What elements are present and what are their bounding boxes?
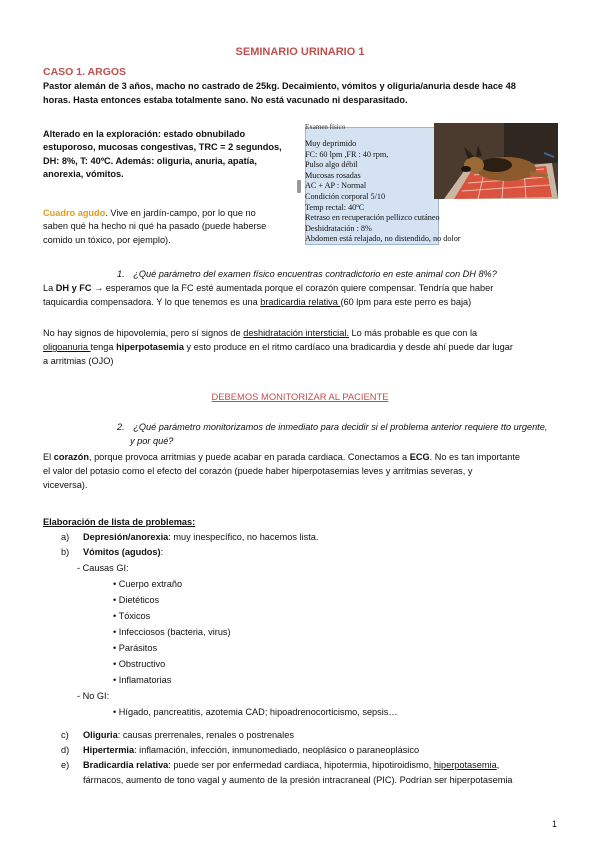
gi-item: • Inflamatorias [113, 675, 172, 685]
answer-text: , porque provoca arritmias y puede acabar en parada cardiaca. Conectamos a [88, 452, 410, 462]
page-title: SEMINARIO URINARIO 1 [235, 46, 365, 58]
exploration-line: DH: 8%, T: 40ºC. Además: oliguria, anuria, apatía, [43, 155, 257, 166]
problem-b-text [83, 546, 163, 559]
answer-1-line-1 [43, 282, 558, 295]
list-text: : puede ser por enfermedad cardiaca, hipotermia, hipotiroidismo, [168, 760, 434, 770]
para-text: No hay signos de hipovolemia, pero sí signos de [43, 328, 244, 338]
page-number: 1 [551, 819, 557, 829]
para-underline: deshidratación intersticial. [243, 328, 349, 338]
list-underline: hiperpotasemia [433, 760, 497, 770]
answer-text: → esperamos que la FC esté aumentada porque el corazón quiere compensar. Tendría que haber [91, 283, 494, 293]
para-text: tenga [90, 342, 117, 352]
gi-item: • Cuerpo extraño [113, 579, 183, 589]
exam-line: Retraso en recuperación pellizco cutáneo [305, 213, 440, 223]
exam-line: Temp rectal: 40ºC [305, 202, 365, 212]
exam-line: Deshidratación : 8% [305, 223, 372, 233]
acute-block [43, 207, 293, 247]
exam-line: Abdomen está relajado, no distendido, no dolor [305, 234, 461, 244]
answer-text: . No es tan importante [429, 452, 521, 462]
gi-item: • Infecciosos (bacteria, virus) [113, 627, 231, 637]
problem-c-text [83, 729, 294, 742]
para-2-line-2 [43, 341, 558, 354]
problem-d-text [83, 744, 419, 757]
acute-label: Cuadro agudo [43, 208, 106, 218]
exploration-block [43, 128, 293, 181]
para-underline: oligoanuria [43, 342, 91, 352]
monitor-heading: DEBEMOS MONITORIZAR AL PACIENTE [211, 391, 389, 402]
gi-item: • Tóxicos [113, 611, 151, 621]
list-text: , [496, 760, 500, 770]
no-gi-item: • Hígado, pancreatitis, azotemia CAD; hipoadrenocorticismo, sepsis… [113, 707, 398, 717]
answer-text: El [43, 452, 54, 462]
answer-bold: ECG [409, 452, 430, 462]
list-letter: a) [61, 532, 70, 542]
exploration-line: anorexia, vómitos. [43, 169, 124, 180]
answer-2-line-1 [43, 451, 558, 464]
answer-1-line-2 [43, 296, 558, 309]
card-resize-handle [297, 180, 301, 193]
gi-item: • Obstructivo [113, 659, 166, 669]
question-2 [117, 421, 547, 434]
exam-card-label: Examen físico [305, 123, 346, 131]
answer-text: taquicardia compensadora. Y lo que tenemos es una [43, 297, 261, 307]
acute-line: comido un tóxico, por ejemplo). [43, 234, 171, 245]
problem-d: d) [61, 745, 70, 755]
question-number: 2. [117, 422, 125, 432]
list-bold: Hipertermia [83, 745, 135, 755]
acute-line: saben qué ha hecho ni qué ha pasado (puede haberse [43, 221, 267, 232]
question-text: ¿Qué parámetro del examen físico encuentras contradictorio en este animal con DH 8%? [133, 269, 497, 279]
answer-2-line-2: el valor del potasio como el efecto del corazón (puede haber hiperpotasemias leves y arritmias severas, y [43, 466, 473, 476]
answer-2-line-3: viceversa). [43, 480, 88, 490]
exam-line: FC: 60 lpm ,FR : 40 rpm, [305, 149, 389, 159]
exam-card-lines [305, 139, 555, 245]
para-text: Lo más probable es que con la [348, 328, 478, 338]
acute-text: . Vive en jardín-campo, por lo que no [105, 208, 256, 218]
list-text: : [160, 547, 164, 557]
exam-line: AC + AP : Normal [305, 181, 367, 191]
exploration-line: Alterado en la exploración: estado obnubilado [43, 129, 246, 139]
list-bold: Oliguria [83, 730, 118, 740]
answer-bold: DH y FC [55, 283, 92, 293]
list-bold: Vómitos (agudos) [83, 547, 161, 557]
problem-e-line-2: fármacos, aumento de tono vagal y aumento de la presión intracraneal (PIC). Podrían ser hiperpotasemia [83, 775, 513, 785]
answer-underline: bradicardia relativa [260, 297, 341, 307]
exam-line: Muy deprimido [305, 139, 357, 148]
answer-text: La [43, 283, 56, 293]
problems-heading: Elaboración de lista de problemas: [43, 517, 196, 527]
case-heading: CASO 1. ARGOS [43, 66, 127, 78]
intro-line-1: Pastor alemán de 3 años, macho no castrado de 25kg. Decaimiento, vómitos y oliguria/anuria desde hace 48 [43, 81, 516, 91]
question-1 [117, 268, 497, 281]
para-bold: hiperpotasemia [116, 342, 184, 352]
problem-e: e) [61, 760, 70, 770]
list-bold: Bradicardia relativa [83, 760, 169, 770]
para-2-line-1 [43, 327, 558, 340]
problem-c: c) [61, 730, 69, 740]
intro-line-2: horas. Hasta entonces estaba totalmente sano. No está vacunado ni desparasitado. [43, 95, 408, 105]
gi-causes-label: - Causas GI: [77, 563, 129, 573]
exam-line: Mucosas rosadas [305, 170, 361, 180]
gi-item: • Dietéticos [113, 595, 160, 605]
list-text: : causas prerrenales, renales o postrenales [117, 730, 294, 740]
question-2-cont: y por qué? [130, 436, 174, 446]
list-letter: b) [61, 547, 70, 557]
list-text: : muy inespecífico, no hacemos lista. [168, 532, 319, 542]
answer-bold: corazón [53, 452, 89, 462]
para-text: y esto produce en el ritmo cardíaco una bradicardia y desde ahí puede dar lugar [183, 342, 513, 352]
exam-card [297, 122, 560, 250]
exploration-line: estuporoso, mucosas congestivas, TRC = 2 segundos, [43, 142, 282, 153]
question-text: ¿Qué parámetro monitorizamos de inmediato para decidir si el problema anterior requiere tto urgente, [133, 422, 548, 432]
exam-line: Condición corporal 5/10 [305, 191, 386, 201]
gi-item: • Parásitos [113, 643, 158, 653]
no-gi-label: - No GI: [77, 691, 110, 701]
acute-line [43, 207, 293, 220]
problem-a [61, 531, 69, 544]
question-number: 1. [117, 269, 125, 279]
list-text: : inflamación, infección, inmunomediado, neoplásico o paraneoplásico [134, 745, 420, 755]
problem-e-text [83, 759, 499, 772]
problem-a-text [83, 531, 318, 544]
para-2-line-3: a arritmias (OJO) [43, 356, 114, 366]
exam-line: Pulso algo débil [305, 160, 358, 170]
answer-text: (60 lpm para este perro es baja) [340, 297, 472, 307]
list-bold: Depresión/anorexia [83, 532, 169, 542]
problem-b [61, 546, 69, 559]
